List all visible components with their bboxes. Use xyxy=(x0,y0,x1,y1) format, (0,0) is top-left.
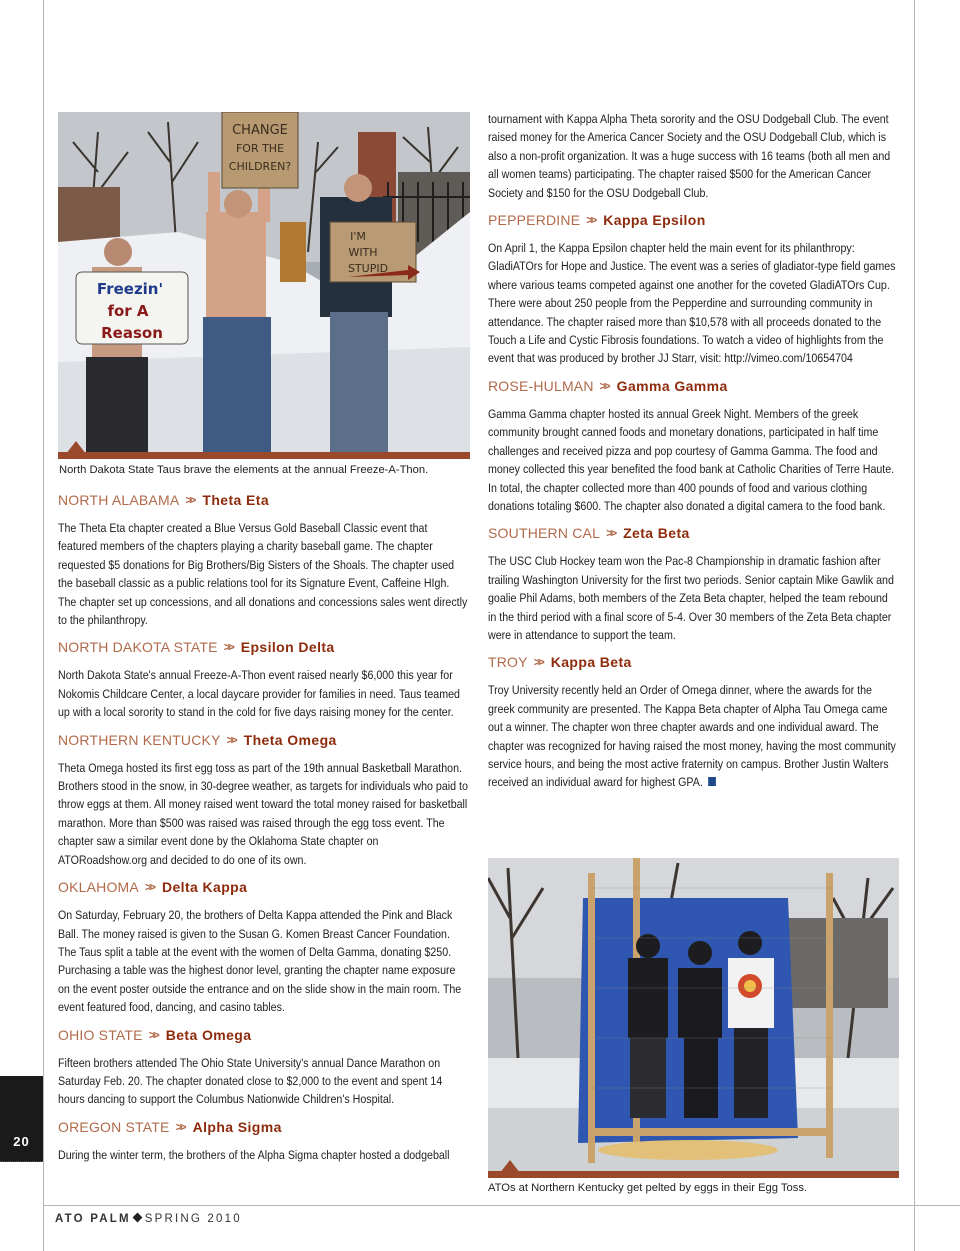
double-chevron-icon: >> xyxy=(144,880,153,895)
photo-corner-tag xyxy=(496,1160,524,1178)
report-text: The USC Club Hockey team won the Pac-8 Championship in dramatic fashion after trailing Washington University for the first two periods. Senior captain Mike Gawlik and goalie Phil Adams, both members of the Zeta Beta chapter, helped the team rebound in the third period with a final score of 5-4. Over 30 members of the Zeta Beta chapter were in attendance to support the team. xyxy=(488,554,894,642)
double-chevron-icon: >> xyxy=(223,640,232,655)
school-name: ROSE-HULMAN xyxy=(488,377,594,394)
school-name: NORTHERN KENTUCKY xyxy=(58,731,221,748)
sign-stupid: STUPID xyxy=(347,262,389,275)
chapter-name: Theta Eta xyxy=(202,492,270,508)
report-text: On April 1, the Kappa Epsilon chapter held the main event for its philanthropy: GladiATOrs for Hope and Justice. The event was a series of gladiator-type field games where various teams competed against one another for the coveted GladiATOrs Cup. There were about 250 people from the Pepperdine and surrounding community in attendance. The chapter raised more than $10,578 with all proceeds donated to the Touch a Life and Cystic Fibrosis foundations. To watch a video of highlights from the event that was produced by brother JJ Starr, visit: http://vimeo.com/10654704 xyxy=(488,241,896,366)
sign-for-a: for A xyxy=(107,302,149,320)
chapter-name: Beta Omega xyxy=(165,1026,252,1043)
double-chevron-icon: >> xyxy=(606,526,615,541)
report-text: On Saturday, February 20, the brothers of Delta Kappa attended the Pink and Black Ball. The money raised is given to the Susan G. Komen Breast Cancer Foundation. The Taus split a table at the event with the women of Delta Gamma, donating $250. Purchasing a table was the highest donor level, granting the chapter name exposure on the event poster outside the entrance and on the slide show in the main room. The event featured food, dancing, and casino tables. xyxy=(58,908,462,1015)
double-chevron-icon: >> xyxy=(599,378,608,393)
sign-im: I'M xyxy=(350,230,366,243)
photo-caption: North Dakota State Taus brave the elements at the annual Freeze-A-Thon. xyxy=(59,464,429,476)
chapter-report xyxy=(58,637,470,721)
continued-report xyxy=(488,110,900,202)
freeze-a-thon-photo xyxy=(58,112,470,459)
double-chevron-icon: >> xyxy=(185,493,194,507)
chapter-name: Gamma Gamma xyxy=(616,377,728,394)
photo-corner-tag xyxy=(62,441,90,459)
report-heading xyxy=(488,376,900,397)
school-name: SOUTHERN CAL xyxy=(488,525,601,542)
footer-rule xyxy=(43,1205,960,1206)
sign-change: CHANGE xyxy=(232,123,288,138)
chapter-name: Zeta Beta xyxy=(623,525,690,542)
right-column xyxy=(488,110,900,800)
report-heading xyxy=(58,490,470,511)
report-heading xyxy=(488,523,900,544)
double-chevron-icon: >> xyxy=(148,1027,157,1042)
sign-freezin: Freezin' xyxy=(96,280,164,298)
report-text: Theta Omega hosted its first egg toss as part of the 19th annual Basketball Marathon. Brothers stood in the snow, in 30-degree weather, as targets for individuals who paid to throw eggs at them. All money raised went toward the total money raised for basketball marathon. More than $500 was raised was raised through the egg toss event. The chapter saw a similar event done by the Oklahoma State chapter on ATORoadshow.org and decided to do one of its own. xyxy=(58,760,468,867)
school-name: NORTH DAKOTA STATE xyxy=(58,639,218,656)
chapter-report xyxy=(58,877,470,1016)
chapter-report xyxy=(488,376,900,515)
report-heading xyxy=(488,210,900,231)
report-text: The Theta Eta chapter created a Blue Versus Gold Baseball Classic event that featured members of the chapters playing a charity baseball game. The chapter requested $5 donations for Big Brothers/Big Sisters of the Shoals. The chapter used the baseball classic as a public relations tool for its Signature Event, Caffeine HIgh. The chapter set up concessions, and all donations and concessions sales went directly to the philanthropy. xyxy=(58,521,468,628)
double-chevron-icon: >> xyxy=(175,1119,184,1134)
report-heading xyxy=(58,1025,470,1046)
sign-with: WITH xyxy=(348,246,378,259)
chapter-name: Alpha Sigma xyxy=(192,1118,282,1135)
report-heading xyxy=(488,652,900,673)
chapter-name: Kappa Beta xyxy=(550,654,632,671)
left-column xyxy=(58,490,470,1172)
report-heading xyxy=(58,1117,470,1138)
double-chevron-icon: >> xyxy=(226,732,235,747)
school-name: OREGON STATE xyxy=(58,1118,170,1135)
report-heading xyxy=(58,877,470,898)
school-name: PEPPERDINE xyxy=(488,212,581,229)
magazine-name: ATO PALM xyxy=(55,1213,131,1225)
issue-label: SPRING 2010 xyxy=(144,1213,242,1225)
chapter-name: Epsilon Delta xyxy=(240,639,335,656)
page-number: 20 xyxy=(13,1134,30,1149)
ato-cross-icon xyxy=(132,1213,142,1223)
double-chevron-icon: >> xyxy=(533,655,542,670)
egg-toss-photo xyxy=(488,858,899,1178)
sign-reason: Reason xyxy=(101,324,163,342)
report-heading xyxy=(58,730,470,751)
chapter-report xyxy=(58,490,470,629)
report-text: During the winter term, the brothers of the Alpha Sigma chapter hosted a dodgeball xyxy=(58,1147,450,1162)
right-rule xyxy=(914,0,915,1251)
page-number-tab xyxy=(0,1076,43,1162)
chapter-report xyxy=(488,652,900,791)
report-text: North Dakota State's annual Freeze-A-Thon event raised nearly $6,000 this year for Nokomis Childcare Center, a local daycare provider for families in need. Taus teamed up with a local sorority to stand in the cold for five days raising money for the center. xyxy=(58,668,460,720)
double-chevron-icon: >> xyxy=(586,213,595,228)
school-name: NORTH ALABAMA xyxy=(58,492,180,508)
report-heading xyxy=(58,637,470,658)
chapter-report xyxy=(488,523,900,644)
sign-for-the: FOR THE xyxy=(235,142,285,155)
school-name: OKLAHOMA xyxy=(58,879,139,896)
sign-children: CHILDREN? xyxy=(228,160,292,173)
chapter-name: Theta Omega xyxy=(243,731,337,748)
page-number-divider xyxy=(0,1161,43,1162)
left-rule xyxy=(43,0,44,1251)
report-text: Gamma Gamma chapter hosted its annual Greek Night. Members of the greek community brought canned foods and monetary donations, participated in half time challenges and received pizza and pop courtesy of Gamma Gamma. The food and money collected this year benefited the food bank at Catholic Charities of Terre Haute. In total, the chapter collected more than 400 pounds of food and various clothing donations totaling $600. The chapter also donated a digital camera to the food bank. xyxy=(488,406,895,513)
school-name: TROY xyxy=(488,654,528,671)
chapter-report xyxy=(488,210,900,368)
school-name: OHIO STATE xyxy=(58,1026,143,1043)
chapter-report xyxy=(58,1025,470,1109)
report-text-continued: tournament with Kappa Alpha Theta sorority and the OSU Dodgeball Club. The event raised money for the America Cancer Society and the OSU Dodgeball Club, which is also a non-profit organization. It was a huge success with 16 teams (both all men and all women teams) participating. The chapter raised $500 for the American Cancer Society and $150 for the OSU Dodgeball Club. xyxy=(488,112,891,200)
end-of-article-icon xyxy=(708,777,716,786)
chapter-name: Kappa Epsilon xyxy=(603,212,706,229)
report-text: Troy University recently held an Order of Omega dinner, where the awards for the greek community are presented. The Kappa Beta chapter of Alpha Tau Omega came out a winner. The chapter won three chapter awards and one individual award. The chapter was recognized for having raised the most money, having the most community service hours, and being the most active fraternity on campus. Brother Justin Walters received an individual award for highest GPA. xyxy=(488,683,896,790)
running-footer xyxy=(55,1213,242,1225)
photo-caption: ATOs at Northern Kentucky get pelted by eggs in their Egg Toss. xyxy=(488,1182,808,1194)
chapter-name: Delta Kappa xyxy=(161,879,248,896)
chapter-report xyxy=(58,730,470,869)
chapter-report xyxy=(58,1117,470,1164)
report-text-wrap xyxy=(488,681,899,791)
report-text: Fifteen brothers attended The Ohio State University's annual Dance Marathon on Saturday Feb. 20. The chapter donated close to $2,000 to the event and spent 14 hours dancing to support the Columbus Nationwide Children's Hospital. xyxy=(58,1055,443,1107)
